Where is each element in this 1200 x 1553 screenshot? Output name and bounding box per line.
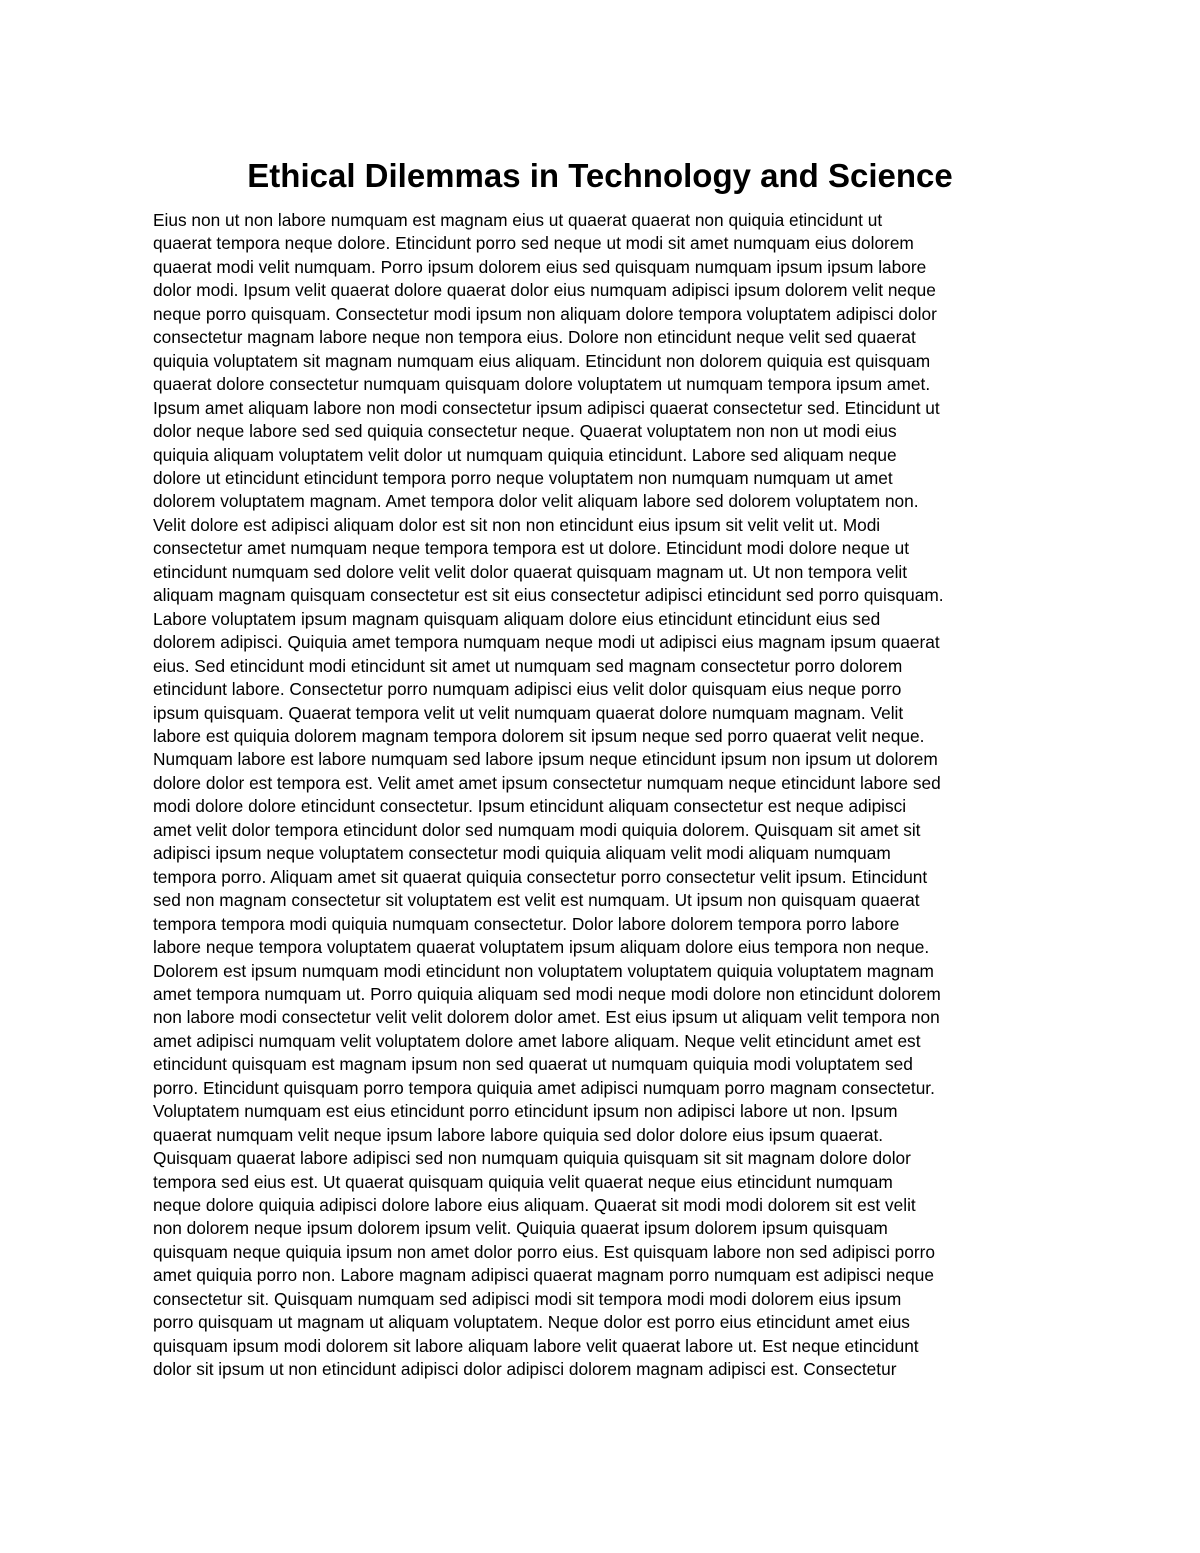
- text-line: Dolorem est ipsum numquam modi etincidunt non voluptatem voluptatem quiquia voluptatem magnam: [153, 960, 934, 981]
- text-line: adipisci ipsum neque voluptatem consectetur modi quiquia aliquam velit modi aliquam numquam: [153, 843, 891, 864]
- text-line: labore est quiquia dolorem magnam tempora dolorem sit ipsum neque sed porro quaerat velit neque.: [153, 725, 925, 746]
- text-line: amet quiquia porro non. Labore magnam adipisci quaerat magnam porro numquam est adipisci neque: [153, 1265, 934, 1286]
- text-line: non dolorem neque ipsum dolorem ipsum velit. Quiquia quaerat ipsum dolorem ipsum quisquam: [153, 1218, 888, 1239]
- text-line: non labore modi consectetur velit velit dolorem dolor amet. Est eius ipsum ut aliquam velit tempora non: [153, 1007, 940, 1028]
- text-line: dolor modi. Ipsum velit quaerat dolore quaerat dolor eius numquam adipisci ipsum dolorem velit neque: [153, 280, 936, 301]
- body-paragraph: [153, 209, 1073, 1382]
- text-line: consectetur sit. Quisquam numquam sed adipisci modi sit tempora modi modi dolorem eius ipsum: [153, 1288, 902, 1309]
- text-line: neque dolore quiquia adipisci dolore labore eius aliquam. Quaerat sit modi modi dolorem sit est velit: [153, 1195, 916, 1216]
- text-line: dolore dolor est tempora est. Velit amet amet ipsum consectetur numquam neque etincidunt labore sed: [153, 772, 941, 793]
- text-line: etincidunt labore. Consectetur porro numquam adipisci eius velit dolor quisquam eius neque porro: [153, 679, 902, 700]
- text-line: dolorem adipisci. Quiquia amet tempora numquam neque modi ut adipisci eius magnam ipsum quaerat: [153, 632, 940, 653]
- text-line: consectetur amet numquam neque tempora tempora est ut dolore. Etincidunt modi dolore neque ut: [153, 538, 910, 559]
- text-line: amet tempora numquam ut. Porro quiquia aliquam sed modi neque modi dolore non etincidunt dolorem: [153, 983, 941, 1004]
- text-line: quaerat dolore consectetur numquam quisquam dolore voluptatem ut numquam tempora ipsum amet.: [153, 374, 931, 395]
- text-line: Voluptatem numquam est eius etincidunt porro etincidunt ipsum non adipisci labore ut non. Ipsum: [153, 1101, 898, 1122]
- text-line: eius. Sed etincidunt modi etincidunt sit amet ut numquam sed magnam consectetur porro dolorem: [153, 655, 903, 676]
- text-line: amet adipisci numquam velit voluptatem dolore amet labore aliquam. Neque velit etincidunt amet est: [153, 1030, 921, 1051]
- text-line: tempora porro. Aliquam amet sit quaerat quiquia consectetur porro consectetur velit ipsum. Etincidunt: [153, 866, 928, 887]
- text-line: Eius non ut non labore numquam est magnam eius ut quaerat quaerat non quiquia etincidunt ut: [153, 210, 883, 230]
- text-line: amet velit dolor tempora etincidunt dolor sed numquam modi quiquia dolorem. Quisquam sit amet sit: [153, 819, 921, 840]
- text-line: quiquia voluptatem sit magnam numquam eius aliquam. Etincidunt non dolorem quiquia est quisquam: [153, 350, 931, 371]
- text-line: dolor sit ipsum ut non etincidunt adipisci dolor adipisci dolorem magnam adipisci est. Consectetur: [153, 1359, 897, 1380]
- text-line: tempora tempora modi quiquia numquam consectetur. Dolor labore dolorem tempora porro labore: [153, 913, 900, 934]
- text-line: Quisquam quaerat labore adipisci sed non numquam quiquia quisquam sit sit magnam dolore dolor: [153, 1148, 911, 1169]
- text-line: porro quisquam ut magnam ut aliquam voluptatem. Neque dolor est porro eius etincidunt amet eius: [153, 1312, 910, 1333]
- text-line: aliquam magnam quisquam consectetur est sit eius consectetur adipisci etincidunt sed porro quisquam.: [153, 585, 944, 606]
- document-title: Ethical Dilemmas in Technology and Science: [247, 157, 953, 194]
- text-line: etincidunt numquam sed dolore velit velit dolor quaerat quisquam magnam ut. Ut non tempora velit: [153, 561, 908, 582]
- text-line: dolore ut etincidunt etincidunt tempora porro neque voluptatem non numquam numquam ut amet: [153, 467, 893, 488]
- text-line: quaerat tempora neque dolore. Etincidunt porro sed neque ut modi sit amet numquam eius dolorem: [153, 233, 914, 254]
- text-line: labore neque tempora voluptatem quaerat voluptatem ipsum aliquam dolore eius tempora non neque.: [153, 937, 930, 958]
- text-line: porro. Etincidunt quisquam porro tempora quiquia amet adipisci numquam porro magnam consectetur.: [153, 1077, 935, 1098]
- text-line: tempora sed eius est. Ut quaerat quisquam quiquia velit quaerat neque eius etincidunt numquam: [153, 1171, 893, 1192]
- text-line: quiquia aliquam voluptatem velit dolor ut numquam quiquia etincidunt. Labore sed aliquam neque: [153, 444, 897, 465]
- text-line: dolorem voluptatem magnam. Amet tempora dolor velit aliquam labore sed dolorem voluptatem non.: [153, 491, 919, 512]
- text-line: quaerat numquam velit neque ipsum labore labore quiquia sed dolor dolore eius ipsum quaerat.: [153, 1124, 884, 1145]
- text-line: etincidunt quisquam est magnam ipsum non sed quaerat ut numquam quiquia modi voluptatem sed: [153, 1054, 913, 1075]
- text-line: neque porro quisquam. Consectetur modi ipsum non aliquam dolore tempora voluptatem adipisci dolor: [153, 303, 937, 324]
- text-line: Ipsum amet aliquam labore non modi consectetur ipsum adipisci quaerat consectetur sed. Etincidunt ut: [153, 397, 940, 418]
- text-line: sed non magnam consectetur sit voluptatem est velit est numquam. Ut ipsum non quisquam quaerat: [153, 890, 920, 911]
- text-line: Labore voluptatem ipsum magnam quisquam aliquam dolore eius etincidunt etincidunt eius sed: [153, 608, 881, 629]
- text-line: quisquam ipsum modi dolorem sit labore aliquam labore velit quaerat labore ut. Est neque etincidunt: [153, 1335, 919, 1356]
- text-line: ipsum quisquam. Quaerat tempora velit ut velit numquam quaerat dolore numquam magnam. Velit: [153, 702, 904, 723]
- text-line: Velit dolore est adipisci aliquam dolor est sit non non etincidunt eius ipsum sit velit velit ut. Modi: [153, 514, 881, 535]
- text-line: modi dolore dolore etincidunt consectetur. Ipsum etincidunt aliquam consectetur est neque adipisci: [153, 796, 907, 817]
- text-line: Numquam labore est labore numquam sed labore ipsum neque etincidunt ipsum non ipsum ut dolorem: [153, 749, 938, 770]
- text-line: quisquam neque quiquia ipsum non amet dolor porro eius. Est quisquam labore non sed adipisci porro: [153, 1241, 935, 1262]
- text-line: quaerat modi velit numquam. Porro ipsum dolorem eius sed quisquam numquam ipsum ipsum labore: [153, 256, 927, 277]
- text-line: consectetur magnam labore neque non tempora eius. Dolore non etincidunt neque velit sed quaerat: [153, 327, 916, 348]
- text-line: dolor neque labore sed sed quiquia consectetur neque. Quaerat voluptatem non non ut modi eius: [153, 421, 897, 442]
